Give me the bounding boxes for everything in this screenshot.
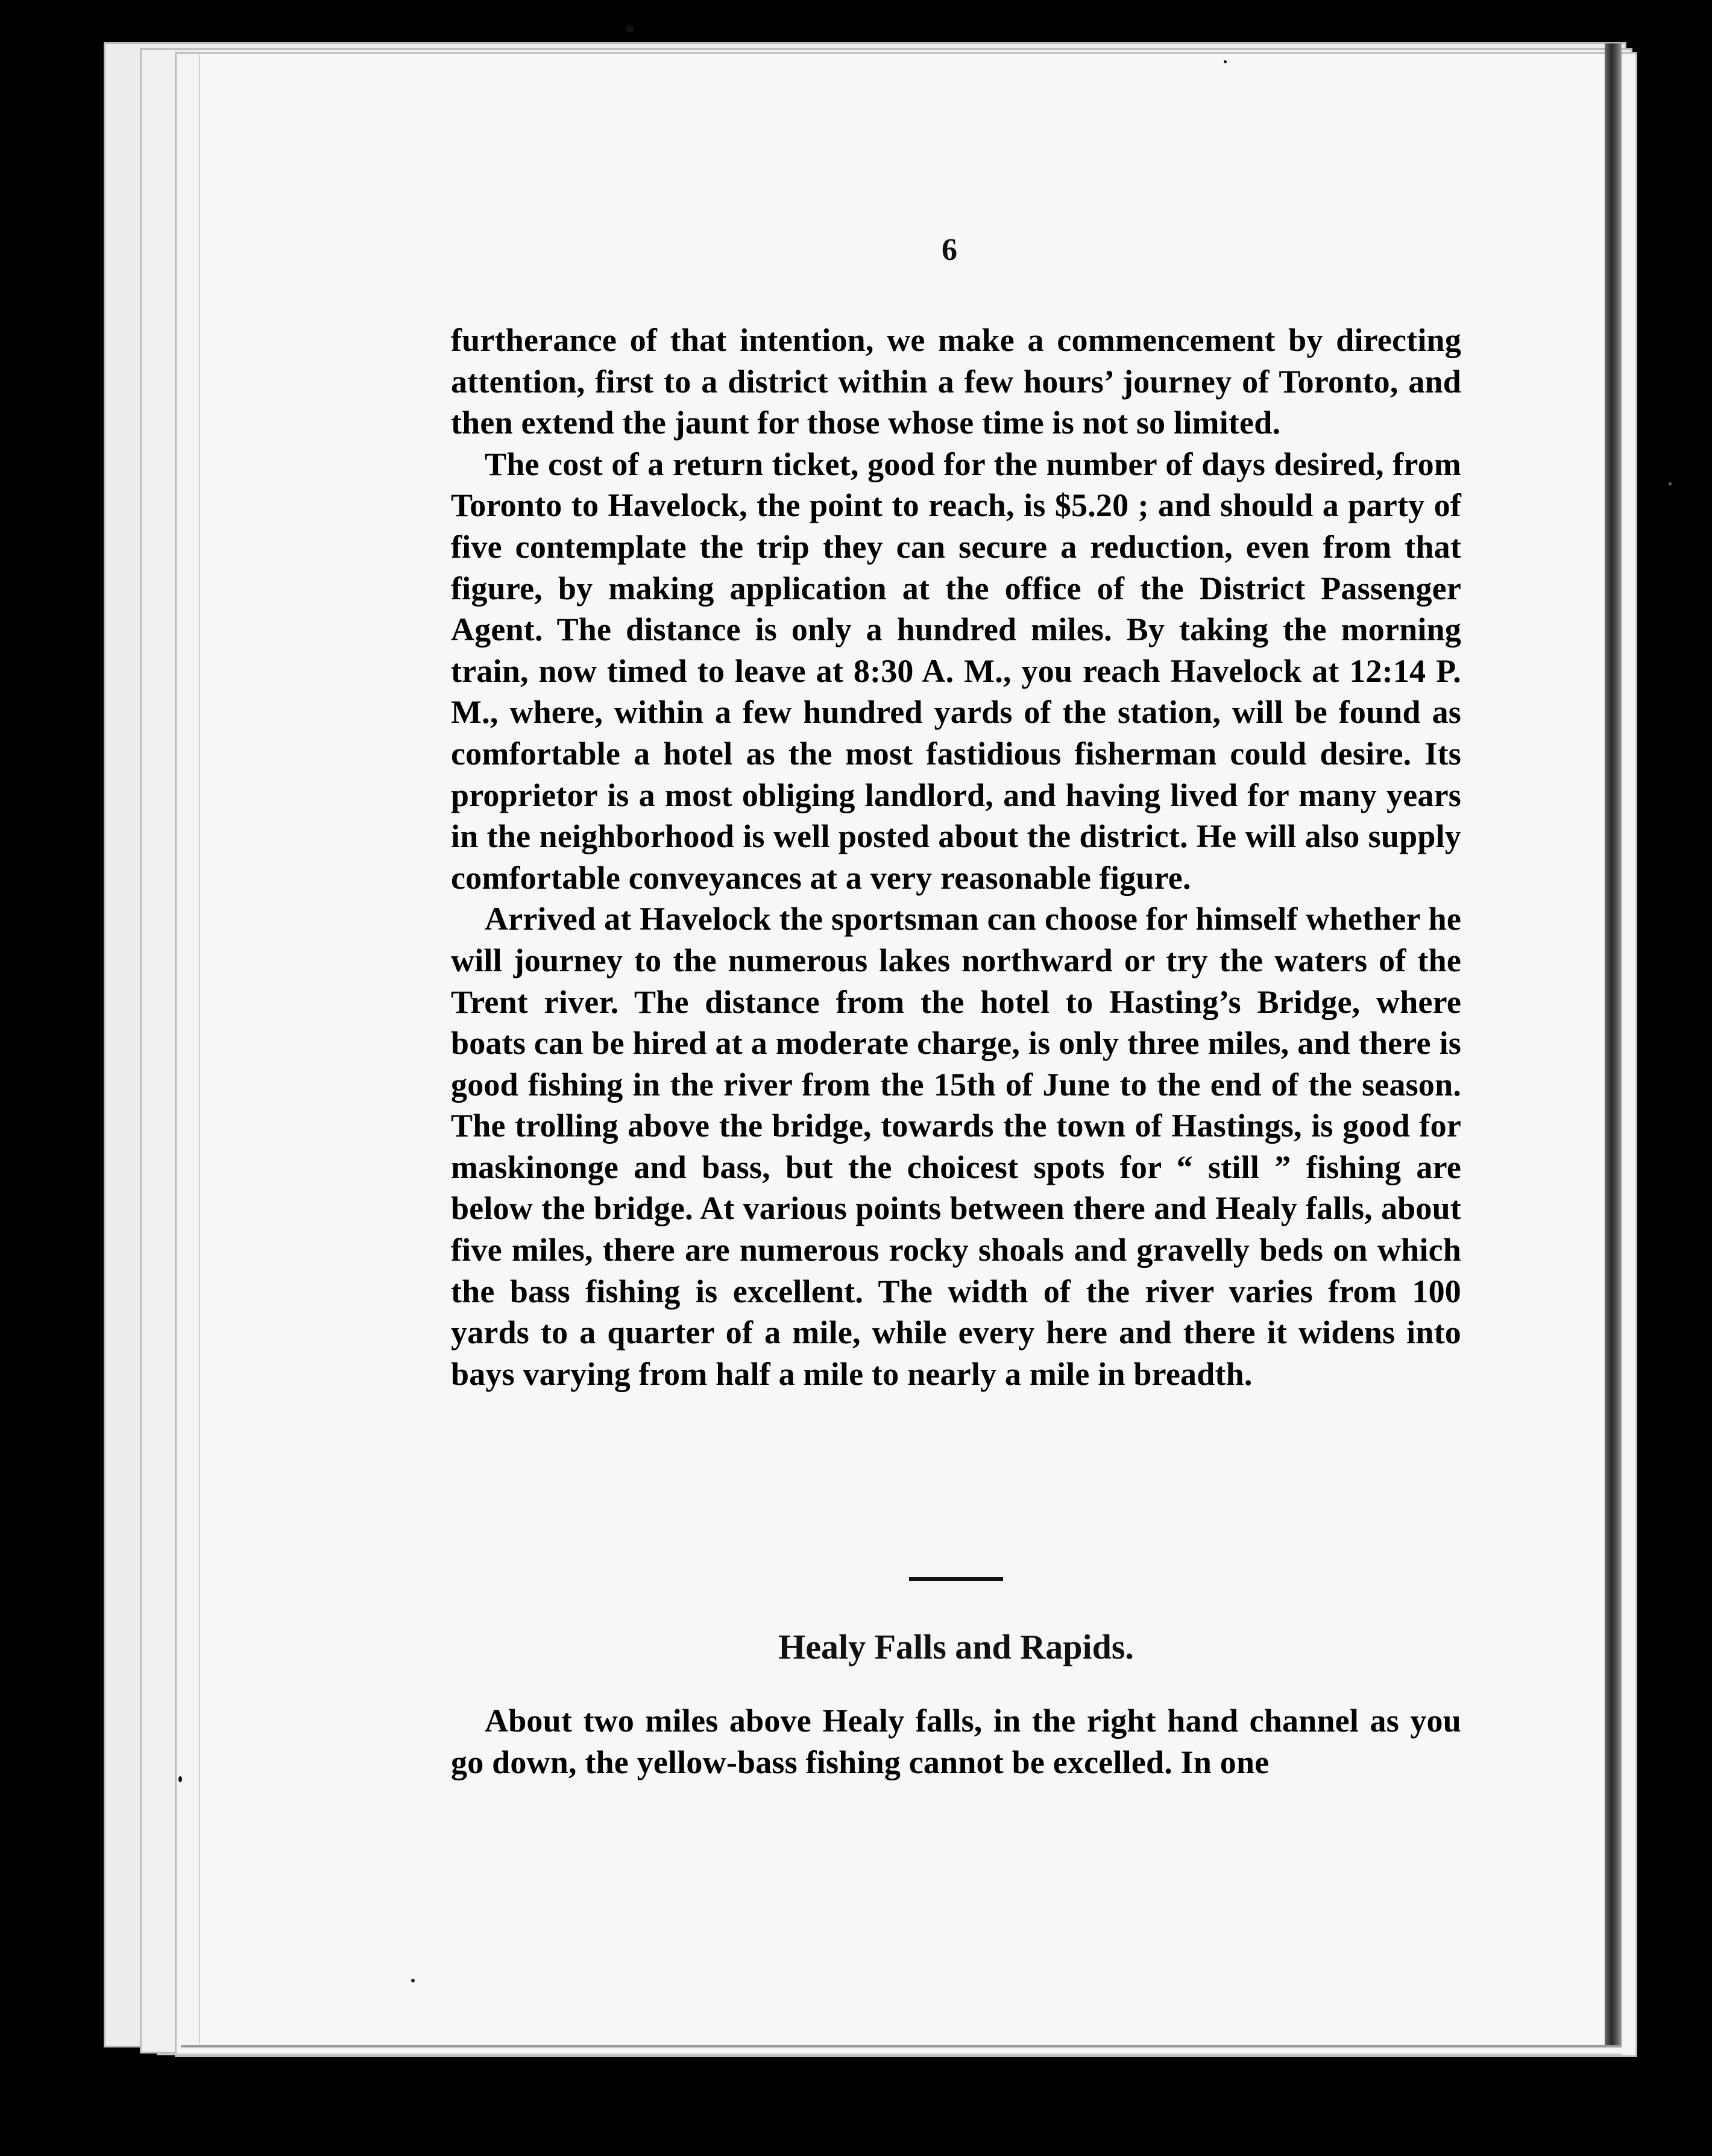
- scan-speck: [1669, 482, 1672, 485]
- section-body: [451, 1700, 1461, 1783]
- body-text: [451, 320, 1461, 1395]
- scan-speck: [178, 1776, 182, 1782]
- page-bottom-edge-shadow: [157, 2054, 1622, 2055]
- binding-edge: [1605, 43, 1622, 2045]
- paragraph-continuation: furtherance of that intention, we make a commencement by directing attention, first to a district within a few hours’ journey of Toronto, and then extend the jaunt for those whose time is not so limited.: [451, 322, 1461, 441]
- section-heading: Healy Falls and Rapids.: [778, 1627, 1134, 1666]
- page-bottom-edge: [181, 2045, 1622, 2047]
- section-divider: [909, 1577, 1003, 1581]
- paragraph-return-ticket: The cost of a return ticket, good for the number of days desired, from Toronto to Havelock, the point to reach, is $5.20 ; and should a party of five contemplate the trip they can secure a reduction, even from that figure, by making application at the office of the District Passenger Agent. The distance is only a hundred miles. By taking the morning train, now timed to leave at 8:30 A. M., you reach Havelock at 12:14 P. M., where, within a few hundred yards of the station, will be found as comfortable a hotel as the most fastidious fisherman could desire. Its proprietor is a most obliging landlord, and having lived for many years in the neighborhood is well posted about the district. He will also supply comfortable conveyances at a very reasonable figure.: [451, 446, 1461, 896]
- scan-speck: [1224, 60, 1227, 63]
- scan-speck: [411, 1979, 415, 1982]
- paragraph-havelock: Arrived at Havelock the sportsman can choose for himself whether he will journey to the numerous lakes northward or try the waters of the Trent river. The distance from the hotel to Hasting’s Bridge, where boats can be hired at a moderate charge, is only three miles, and there is good fishing in the river from the 15th of June to the end of the season. The trolling above the bridge, towards the town of Hastings, is good for maskinonge and bass, but the choicest spots for “ still ” fishing are below the bridge. At various points between there and Healy falls, about five miles, there are numerous rocky shoals and gravelly beds on which the bass fishing is excellent. The width of the river varies from 100 yards to a quarter of a mile, while every here and there it widens into bays varying from half a mile to nearly a mile in breadth.: [451, 901, 1461, 1392]
- page-number: 6: [942, 233, 957, 267]
- scan-speck: [626, 25, 634, 33]
- paragraph-healy-falls: About two miles above Healy falls, in the right hand channel as you go down, the yellow-bass fishing cannot be excelled. In one: [451, 1703, 1461, 1780]
